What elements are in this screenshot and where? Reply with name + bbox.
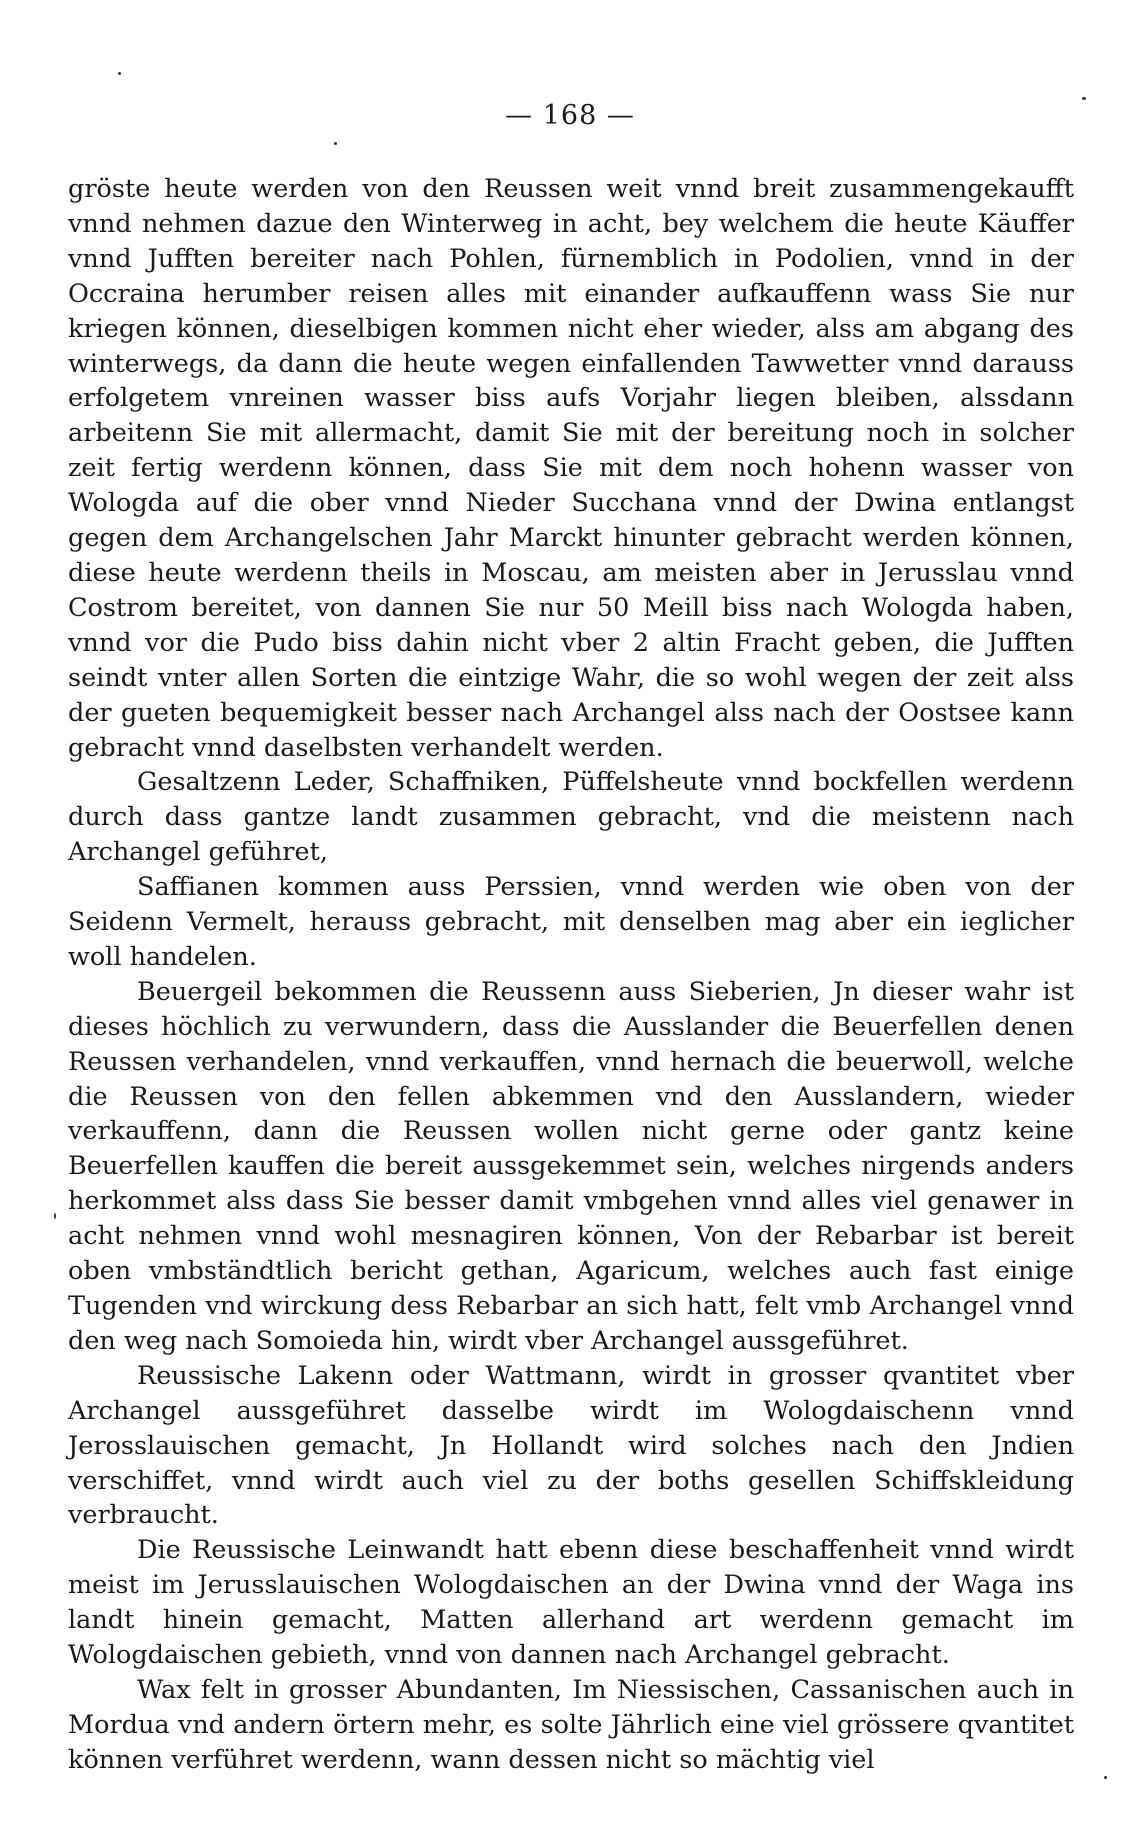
scan-speck xyxy=(334,142,337,145)
page-number: — 168 — xyxy=(505,100,635,131)
scan-speck xyxy=(1082,97,1086,100)
body-text xyxy=(68,172,1074,1778)
scan-speck xyxy=(118,72,121,75)
scan-speck xyxy=(1104,1776,1107,1779)
paragraph-lakenn: Reussische Lakenn oder Wattmann, wirdt in grosser qvantitet vber Archangel aussgeführet dasselbe wirdt im Wologdaischenn vnnd Jerosslauischen gemacht, Jn Hollandt wird solches nach den Jndien verschiffet, vnnd wirdt auch viel zu der boths gesellen Schiffskleidung verbraucht. xyxy=(68,1360,1074,1531)
paragraph-beuergeil: Beuergeil bekommen die Reussenn auss Sieberien, Jn dieser wahr ist dieses höchlich zu verwundern, dass die Ausslander die Beuerfellen denen Reussen verhandelen, vnnd verkauffen, vnnd hernach die beuerwoll, welche die Reussen von den fellen abkemmen vnd den Ausslandern, wieder verkauffenn, dann die Reussen wollen nicht gerne oder gantz keine Beuerfellen kauffen die bereit aussgekemmet sein, welches nirgends anders herkommet alss dass Sie besser damit vmbgehen vnnd alles viel genawer in acht nehmen vnnd wohl mesnagiren können, Von der Rebarbar ist bereit oben vmbständtlich bericht gethan, Agaricum, welches auch fast einige Tugenden vnd wirckung dess Rebarbar an sich hatt, felt vmb Archangel vnnd den weg nach Somoieda hin, wirdt vber Archangel aussgeführet. xyxy=(68,976,1074,1356)
paragraph-leder: Gesaltzenn Leder, Schaffniken, Püffelsheute vnnd bockfellen werdenn durch dass gantze landt zusammen gebracht, vnd die meistenn nach Archangel geführet, xyxy=(68,767,1074,868)
paragraph-saffianen: Saffianen kommen auss Perssien, vnnd werden wie oben von der Seidenn Vermelt, herauss gebracht, mit denselben mag aber ein ieglicher woll handelen. xyxy=(68,872,1074,972)
paragraph-wax: Wax felt in grosser Abundanten, Im Niessischen, Cassanischen auch in Mordua vnd andern örtern mehr, es solte Jährlich eine viel grössere qvantitet können verführet werdenn, wann dessen nicht so mächtig viel xyxy=(68,1674,1074,1775)
paragraph-jufften: gröste heute werden von den Reussen weit vnnd breit zusammengekaufft vnnd nehmen dazue den Winterweg in acht, bey welchem die heute Käuffer vnnd Jufften bereiter nach Pohlen, fürnemblich in Podolien, vnnd in der Occraina herumber reisen alles mit einander aufkauffenn wass Sie nur kriegen können, dieselbigen kommen nicht eher wieder, alss am abgang des winterwegs, da dann die heute wegen einfallenden Tawwetter vnnd darauss erfolgetem vnreinen wasser biss aufs Vorjahr liegen bleiben, alssdann arbeitenn Sie mit allermacht, damit Sie mit der bereitung noch in solcher zeit fertig werdenn können, dass Sie mit dem noch hohenn wasser von Wologda auf die ober vnnd Nieder Succhana vnnd der Dwina entlangst gegen dem Archangelschen Jahr Marckt hinunter gebracht werden können, diese heute werdenn theils in Moscau, am meisten aber in Jerusslau vnnd Costrom bereitet, von dannen Sie nur 50 Meill biss nach Wologda haben, vnnd vor die Pudo biss dahin nicht vber 2 altin Fracht geben, die Jufften seindt vnter allen Sorten die eintzige Wahr, die so wohl wegen der zeit alss der gueten bequemigkeit besser nach Archangel alss nach der Oostsee kann gebracht vnnd daselbsten verhandelt werden. xyxy=(68,174,1074,763)
scan-speck xyxy=(54,1213,56,1219)
paragraph-leinwandt: Die Reussische Leinwandt hatt ebenn diese beschaffenheit vnnd wirdt meist im Jerusslauischen Wologdaischen an der Dwina vnnd der Waga ins landt hinein gemacht, Matten allerhand art werdenn gemacht im Wologdaischen gebieth, vnnd von dannen nach Archangel gebracht. xyxy=(68,1535,1074,1671)
